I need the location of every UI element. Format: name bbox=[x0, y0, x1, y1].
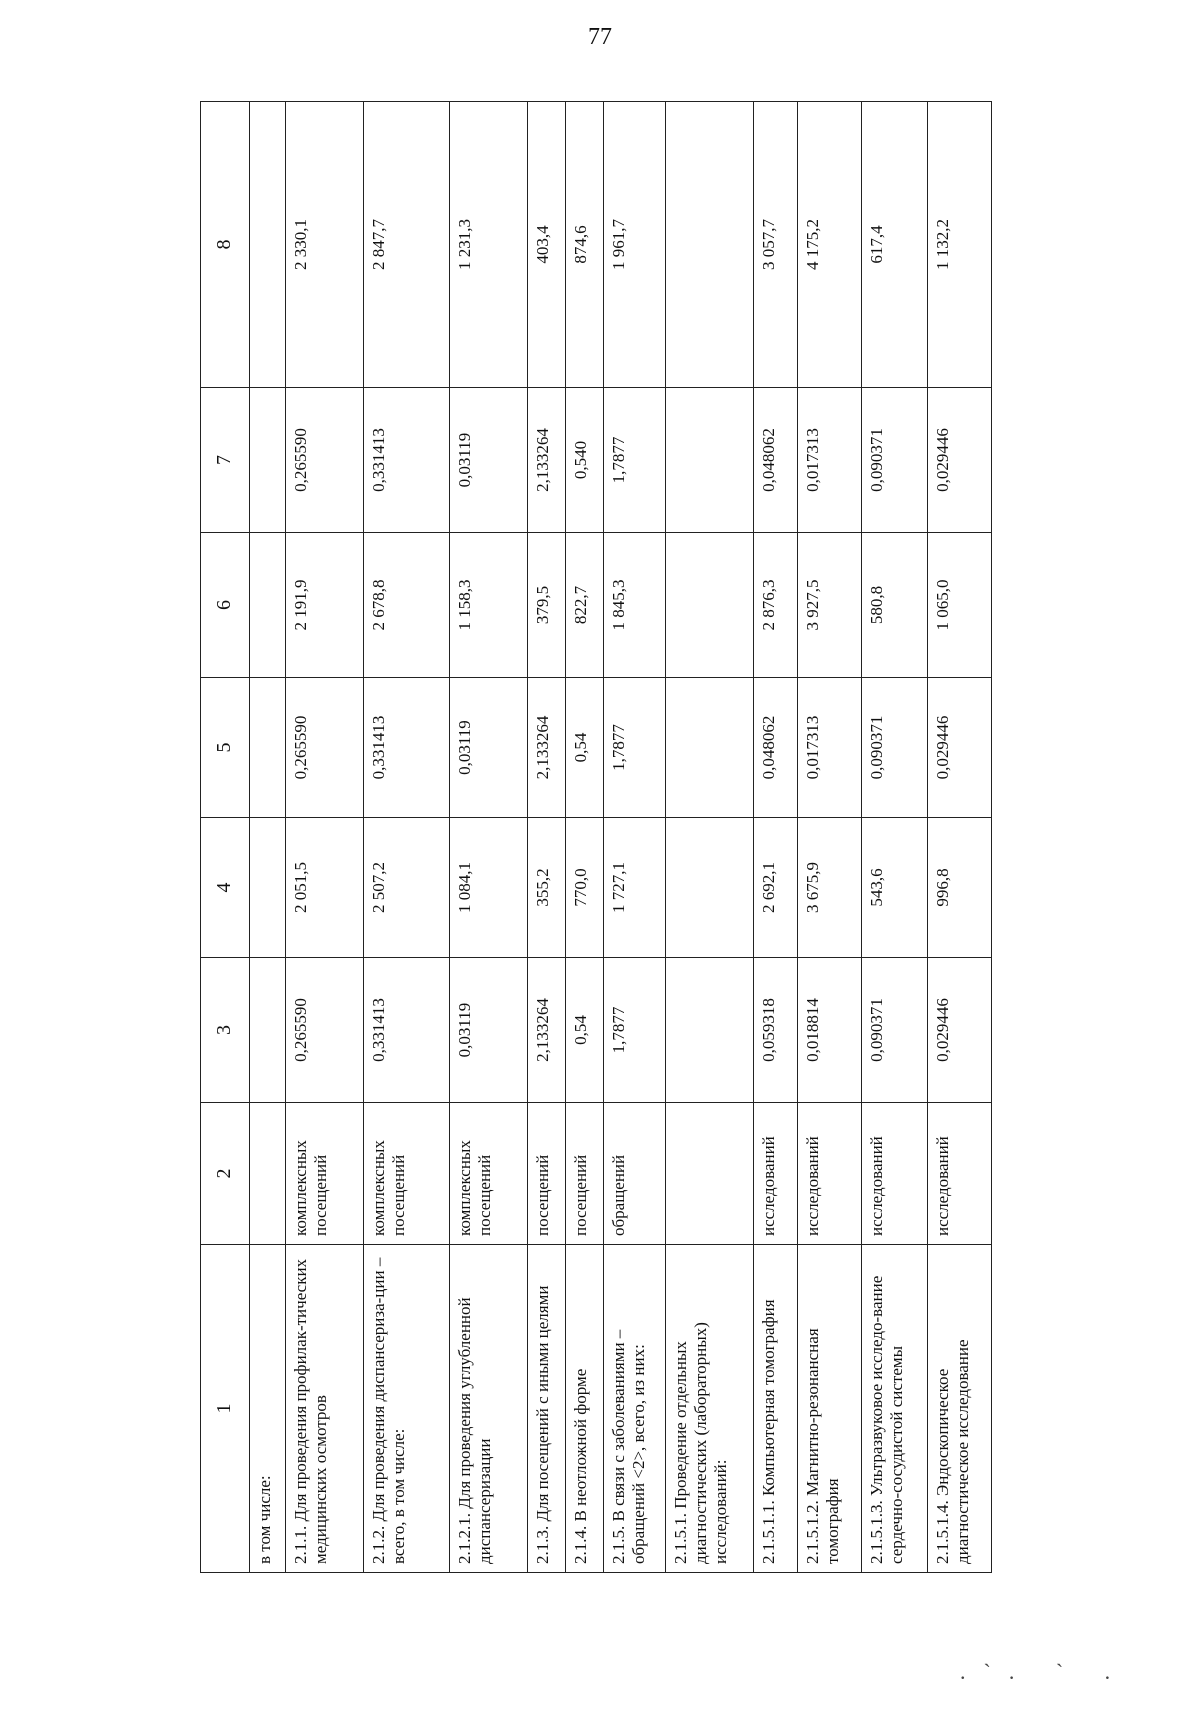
value-cell: 3 675,9 bbox=[798, 818, 862, 958]
column-header: 2 bbox=[201, 1103, 250, 1245]
unit-cell: исследований bbox=[798, 1103, 862, 1245]
value-cell: 0,331413 bbox=[364, 388, 450, 533]
value-cell: 2 507,2 bbox=[364, 818, 450, 958]
row-name-cell: 2.1.2. Для проведения диспансериза-ции – всего, в том числе: bbox=[364, 1245, 450, 1573]
value-cell: 0,03119 bbox=[450, 958, 528, 1103]
table-row bbox=[566, 102, 604, 1573]
value-cell: 1 961,7 bbox=[604, 102, 666, 388]
value-cell: 1 132,2 bbox=[928, 102, 992, 388]
value-cell bbox=[666, 102, 754, 388]
value-cell bbox=[666, 388, 754, 533]
table-row bbox=[798, 102, 862, 1573]
row-name-cell: 2.1.3. Для посещений с иными целями bbox=[528, 1245, 566, 1573]
value-cell: 996,8 bbox=[928, 818, 992, 958]
value-cell: 355,2 bbox=[528, 818, 566, 958]
value-cell: 2 330,1 bbox=[286, 102, 364, 388]
value-cell: 0,265590 bbox=[286, 388, 364, 533]
value-cell: 0,017313 bbox=[798, 678, 862, 818]
value-cell: 0,059318 bbox=[754, 958, 798, 1103]
value-cell: 2,133264 bbox=[528, 958, 566, 1103]
value-cell bbox=[250, 958, 286, 1103]
value-cell: 1 727,1 bbox=[604, 818, 666, 958]
unit-cell: исследований bbox=[862, 1103, 928, 1245]
value-cell: 0,54 bbox=[566, 958, 604, 1103]
value-cell: 0,03119 bbox=[450, 678, 528, 818]
value-cell bbox=[666, 533, 754, 678]
value-cell: 2 191,9 bbox=[286, 533, 364, 678]
value-cell: 2 876,3 bbox=[754, 533, 798, 678]
value-cell: 0,03119 bbox=[450, 388, 528, 533]
value-cell: 2,133264 bbox=[528, 388, 566, 533]
value-cell: 543,6 bbox=[862, 818, 928, 958]
value-cell bbox=[250, 102, 286, 388]
value-cell bbox=[250, 678, 286, 818]
value-cell: 1 084,1 bbox=[450, 818, 528, 958]
value-cell bbox=[666, 958, 754, 1103]
scan-artifact-dots: .`. ` . bbox=[960, 1659, 1129, 1684]
value-cell: 580,8 bbox=[862, 533, 928, 678]
row-name-cell: 2.1.5.1.1. Компьютерная томография bbox=[754, 1245, 798, 1573]
row-name-cell: 2.1.4. В неотложной форме bbox=[566, 1245, 604, 1573]
value-cell: 770,0 bbox=[566, 818, 604, 958]
rotated-table-container bbox=[200, 102, 973, 1573]
value-cell bbox=[666, 818, 754, 958]
column-header: 3 bbox=[201, 958, 250, 1103]
rotated-table-inner bbox=[200, 102, 973, 1573]
row-name-cell: 2.1.5.1.4. Эндоскопическое диагностическое исследование bbox=[928, 1245, 992, 1573]
value-cell: 0,090371 bbox=[862, 678, 928, 818]
value-cell: 0,54 bbox=[566, 678, 604, 818]
unit-cell: комплексных посещений bbox=[364, 1103, 450, 1245]
value-cell: 822,7 bbox=[566, 533, 604, 678]
value-cell: 0,048062 bbox=[754, 678, 798, 818]
row-name-cell: 2.1.5.1.3. Ультразвуковое исследо-вание сердечно-сосудистой системы bbox=[862, 1245, 928, 1573]
value-cell: 0,018814 bbox=[798, 958, 862, 1103]
value-cell: 1,7877 bbox=[604, 958, 666, 1103]
value-cell: 379,5 bbox=[528, 533, 566, 678]
value-cell: 0,265590 bbox=[286, 678, 364, 818]
value-cell: 0,029446 bbox=[928, 388, 992, 533]
value-cell: 0,331413 bbox=[364, 958, 450, 1103]
unit-cell: комплексных посещений bbox=[286, 1103, 364, 1245]
row-name-cell: в том числе: bbox=[250, 1245, 286, 1573]
data-table bbox=[200, 101, 992, 1573]
value-cell: 874,6 bbox=[566, 102, 604, 388]
column-header: 5 bbox=[201, 678, 250, 818]
value-cell: 2,133264 bbox=[528, 678, 566, 818]
value-cell: 0,265590 bbox=[286, 958, 364, 1103]
table-row bbox=[928, 102, 992, 1573]
value-cell: 1 065,0 bbox=[928, 533, 992, 678]
value-cell bbox=[250, 818, 286, 958]
value-cell: 0,090371 bbox=[862, 958, 928, 1103]
value-cell: 2 051,5 bbox=[286, 818, 364, 958]
value-cell bbox=[666, 678, 754, 818]
value-cell: 3 927,5 bbox=[798, 533, 862, 678]
column-header: 6 bbox=[201, 533, 250, 678]
unit-cell bbox=[666, 1103, 754, 1245]
value-cell: 0,540 bbox=[566, 388, 604, 533]
table-row bbox=[286, 102, 364, 1573]
row-name-cell: 2.1.5.1. Проведение отдельных диагностических (лабораторных) исследований: bbox=[666, 1245, 754, 1573]
row-name-cell: 2.1.5. В связи с заболеваниями – обращений <2>, всего, из них: bbox=[604, 1245, 666, 1573]
page-number: 77 bbox=[588, 24, 612, 50]
unit-cell: исследований bbox=[754, 1103, 798, 1245]
table-row bbox=[604, 102, 666, 1573]
unit-cell: комплексных посещений bbox=[450, 1103, 528, 1245]
value-cell: 1 845,3 bbox=[604, 533, 666, 678]
row-name-cell: 2.1.1. Для проведения профилак-тических медицинских осмотров bbox=[286, 1245, 364, 1573]
table-row bbox=[364, 102, 450, 1573]
value-cell bbox=[250, 388, 286, 533]
unit-cell: исследований bbox=[928, 1103, 992, 1245]
value-cell: 2 678,8 bbox=[364, 533, 450, 678]
column-header: 8 bbox=[201, 102, 250, 388]
table-row bbox=[250, 102, 286, 1573]
value-cell: 1,7877 bbox=[604, 678, 666, 818]
column-header: 1 bbox=[201, 1245, 250, 1573]
column-header: 7 bbox=[201, 388, 250, 533]
table-row bbox=[754, 102, 798, 1573]
unit-cell: посещений bbox=[566, 1103, 604, 1245]
value-cell: 617,4 bbox=[862, 102, 928, 388]
table-row bbox=[450, 102, 528, 1573]
table-header-row bbox=[201, 102, 250, 1573]
unit-cell: посещений bbox=[528, 1103, 566, 1245]
value-cell: 0,029446 bbox=[928, 678, 992, 818]
value-cell: 4 175,2 bbox=[798, 102, 862, 388]
value-cell: 2 847,7 bbox=[364, 102, 450, 388]
value-cell: 1 158,3 bbox=[450, 533, 528, 678]
value-cell: 1 231,3 bbox=[450, 102, 528, 388]
row-name-cell: 2.1.2.1. Для проведения углубленной диспансеризации bbox=[450, 1245, 528, 1573]
table-row bbox=[862, 102, 928, 1573]
value-cell: 403,4 bbox=[528, 102, 566, 388]
unit-cell: обращений bbox=[604, 1103, 666, 1245]
value-cell bbox=[250, 533, 286, 678]
unit-cell bbox=[250, 1103, 286, 1245]
table-row bbox=[666, 102, 754, 1573]
value-cell: 1,7877 bbox=[604, 388, 666, 533]
value-cell: 0,048062 bbox=[754, 388, 798, 533]
table-row bbox=[528, 102, 566, 1573]
value-cell: 0,090371 bbox=[862, 388, 928, 533]
value-cell: 0,017313 bbox=[798, 388, 862, 533]
value-cell: 0,029446 bbox=[928, 958, 992, 1103]
value-cell: 0,331413 bbox=[364, 678, 450, 818]
column-header: 4 bbox=[201, 818, 250, 958]
value-cell: 2 692,1 bbox=[754, 818, 798, 958]
row-name-cell: 2.1.5.1.2. Магнитно-резонансная томография bbox=[798, 1245, 862, 1573]
value-cell: 3 057,7 bbox=[754, 102, 798, 388]
